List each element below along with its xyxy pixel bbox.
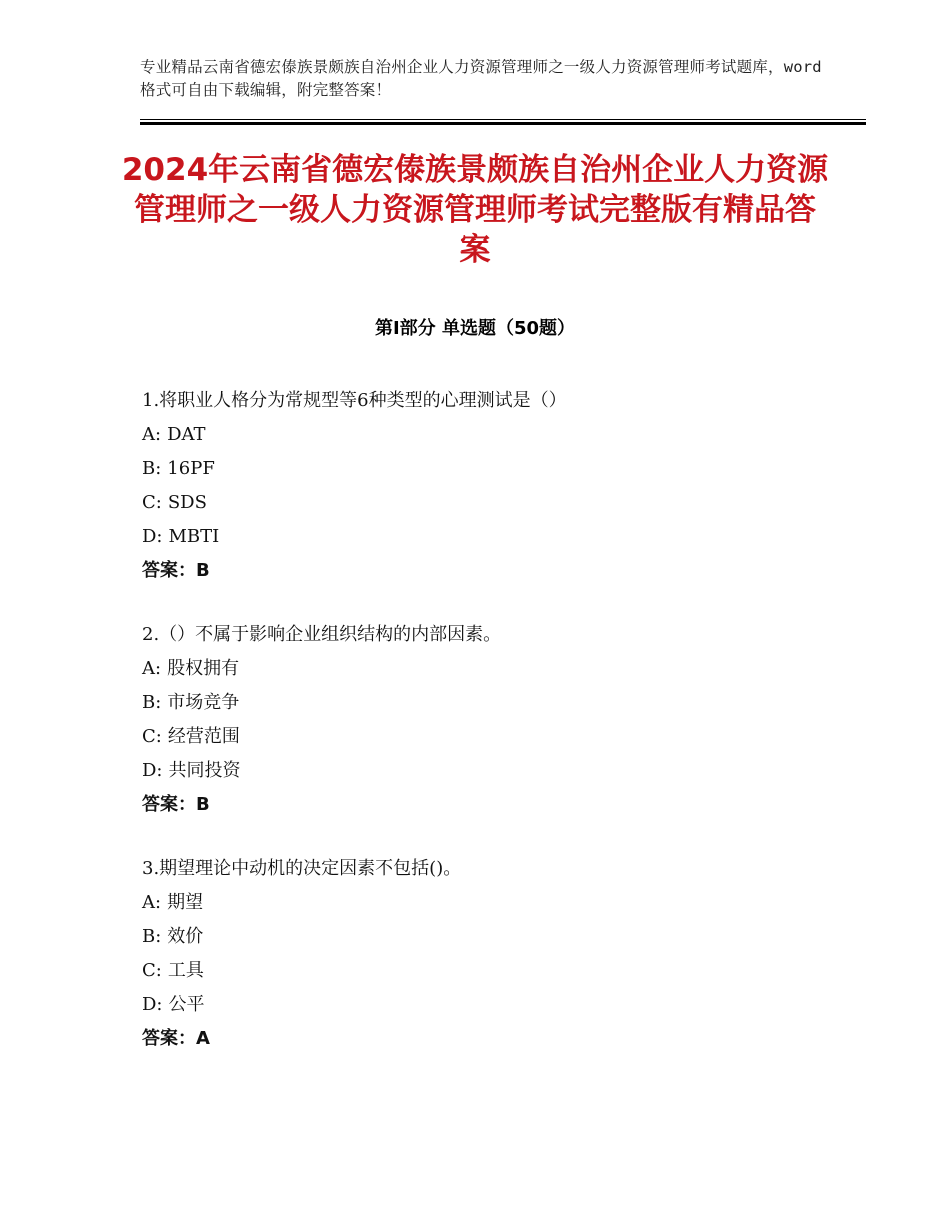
answer: 答案：A (142, 1028, 210, 1049)
option-text: 股权拥有 (167, 658, 240, 679)
option-c (142, 720, 842, 754)
option-b (142, 452, 842, 486)
question-3 (142, 852, 842, 1056)
question-stem: 3.期望理论中动机的决定因素不包括()。 (142, 858, 462, 879)
option-key: D: (142, 994, 163, 1015)
option-text: 期望 (167, 892, 204, 913)
option-text: 公平 (168, 994, 205, 1015)
option-key: B: (142, 926, 162, 947)
option-a (142, 886, 842, 920)
answer: 答案：B (142, 794, 210, 815)
option-text: SDS (167, 492, 207, 513)
option-text: 市场竞争 (167, 692, 240, 713)
question-stem: 1.将职业人格分为常规型等6种类型的心理测试是（） (142, 390, 567, 411)
option-c (142, 954, 842, 988)
option-key: A: (142, 424, 162, 445)
option-text: 工具 (167, 960, 204, 981)
option-b (142, 920, 842, 954)
answer: 答案：B (142, 560, 210, 581)
option-text: 16PF (167, 458, 215, 479)
question-1 (142, 384, 842, 588)
option-key: B: (142, 458, 162, 479)
section-heading: 第Ⅰ部分 单选题（50题） (374, 318, 575, 339)
question-2 (142, 618, 842, 822)
question-list (142, 384, 842, 1086)
document-title: 2024年云南省德宏傣族景颇族自治州企业人力资源管理师之一级人力资源管理师考试完整版有精品答案 (121, 152, 829, 268)
option-key: D: (142, 760, 163, 781)
option-key: C: (142, 960, 162, 981)
header-rule-thick (140, 122, 866, 125)
option-text: 经营范围 (167, 726, 240, 747)
option-key: A: (142, 658, 162, 679)
option-d (142, 520, 842, 554)
option-key: C: (142, 492, 162, 513)
header-rule-thin (140, 119, 866, 120)
option-text: 效价 (167, 926, 204, 947)
option-text: DAT (167, 424, 206, 445)
option-d (142, 754, 842, 788)
option-text: 共同投资 (168, 760, 241, 781)
option-text: MBTI (168, 526, 220, 547)
option-b (142, 686, 842, 720)
question-stem: 2.（）不属于影响企业组织结构的内部因素。 (142, 624, 502, 645)
option-c (142, 486, 842, 520)
option-a (142, 652, 842, 686)
header-note: 专业精品云南省德宏傣族景颇族自治州企业人力资源管理师之一级人力资源管理师考试题库，word格式可自由下载编辑，附完整答案！ (140, 58, 822, 99)
option-key: D: (142, 526, 163, 547)
option-key: A: (142, 892, 162, 913)
option-a (142, 418, 842, 452)
option-key: B: (142, 692, 162, 713)
option-d (142, 988, 842, 1022)
option-key: C: (142, 726, 162, 747)
